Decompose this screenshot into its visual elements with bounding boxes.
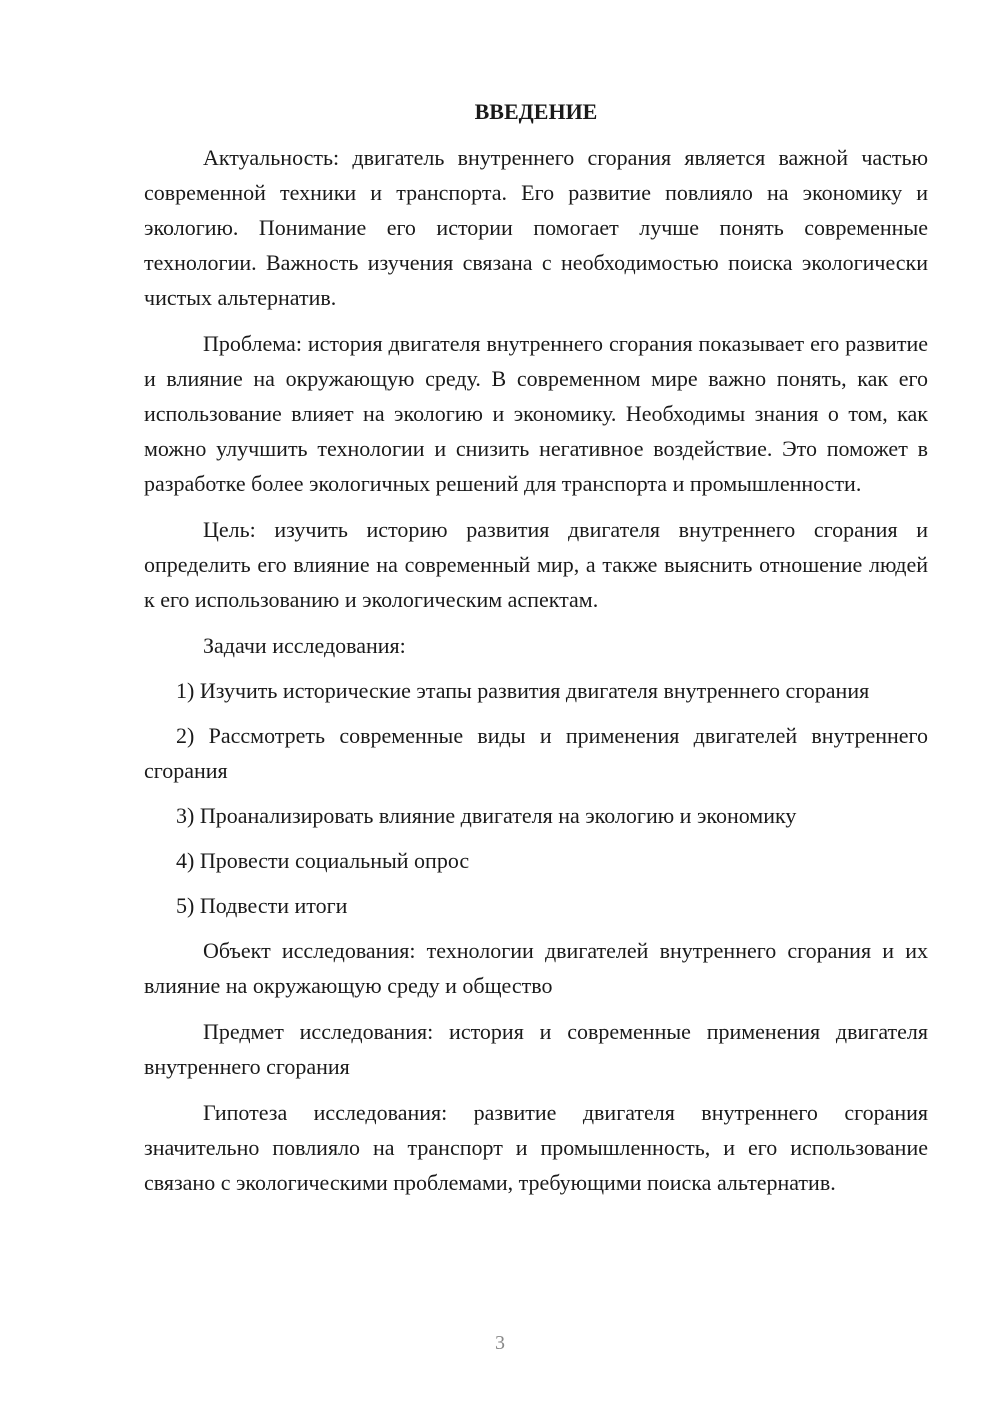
task-item-4: 4) Провести социальный опрос bbox=[176, 848, 470, 873]
subject-paragraph: Предмет исследования: история и современные применения двигателя внутреннего сгорания bbox=[144, 1019, 928, 1079]
tasks-list bbox=[144, 673, 928, 923]
task-item-1: 1) Изучить исторические этапы развития двигателя внутреннего сгорания bbox=[176, 678, 870, 703]
problem-paragraph: Проблема: история двигателя внутреннего сгорания показывает его развитие и влияние на окружающую среду. В современном мире важно понять, как его использование влияет на экологию и экономику. Необходимы знания о том, как можно улучшить технологии и снизить негативное воздействие. Это поможет в разработке более экологичных решений для транспорта и промышленности. bbox=[144, 331, 928, 496]
hypothesis-paragraph: Гипотеза исследования: развитие двигателя внутреннего сгорания значительно повлияло на транспорт и промышленность, и его использование связано с экологическими проблемами, требующими поиска альтернатив. bbox=[144, 1100, 928, 1195]
tasks-heading: Задачи исследования: bbox=[203, 633, 406, 658]
goal-paragraph: Цель: изучить историю развития двигателя внутреннего сгорания и определить его влияние на современный мир, а также выяснить отношение людей к его использованию и экологическим аспектам. bbox=[144, 517, 928, 612]
document-page bbox=[144, 94, 928, 1211]
page-title: ВВЕДЕНИЕ bbox=[474, 99, 598, 124]
object-paragraph: Объект исследования: технологии двигателей внутреннего сгорания и их влияние на окружающую среду и общество bbox=[144, 938, 928, 998]
task-item-2: 2) Рассмотреть современные виды и применения двигателей внутреннего сгорания bbox=[144, 723, 928, 783]
page-number: 3 bbox=[495, 1332, 505, 1354]
task-item-5: 5) Подвести итоги bbox=[176, 893, 348, 918]
task-item-3: 3) Проанализировать влияние двигателя на экологию и экономику bbox=[176, 803, 797, 828]
relevance-paragraph: Актуальность: двигатель внутреннего сгорания является важной частью современной техники и транспорта. Его развитие повлияло на экономику и экологию. Понимание его истории помогает лучше понять современные технологии. Важность изучения связана с необходимостью поиска экологически чистых альтернатив. bbox=[144, 145, 928, 310]
